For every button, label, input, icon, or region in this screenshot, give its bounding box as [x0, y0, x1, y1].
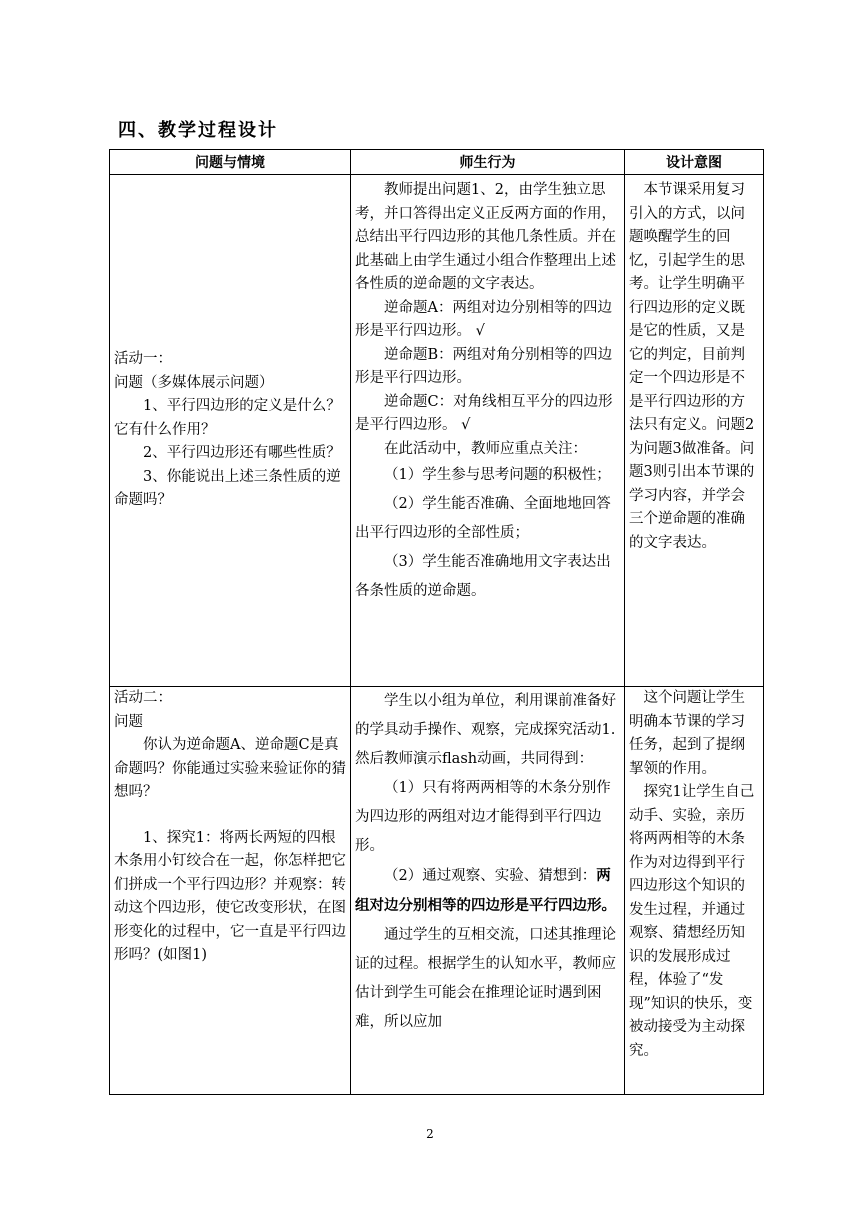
focus-item-3: （3）学生能否准确地用文字表达出各条性质的逆命题。	[355, 554, 611, 599]
activity2-intent-2: 探究1让学生自己动手、实验，亲历将两两相等的木条作为对边得到平行四边形这个知识的发生过程，并通过观察、猜想经历知识的发展形成过程，体验了“发现”知识的快乐，变被动接受为主动探究。	[629, 784, 755, 1059]
activity1-intent-text: 本节课采用复习引入的方式，以问题唤醒学生的回忆，引起学生的思考。让学生明确平行四边形的定义既是它的性质，又是它的判定，目前判定一个四边形是不是平行四边形的方法只有定义。问题2为问题3做准备。问题3则引出本节课的学习内容，并学会三个逆命题的准确的文字表达。	[629, 182, 755, 551]
converse-b: 逆命题B：两组对角分别相等的四边形是平行四边形。	[355, 346, 613, 386]
activity1-question-label: 问题（多媒体展示问题）	[114, 374, 274, 391]
activity2-finding-2	[355, 861, 620, 921]
finding-2-theorem: 两组对边分别相等的四边形是平行四边形。	[355, 867, 616, 914]
activity1-q3: 3、你能说出上述三条性质的逆命题吗？	[114, 468, 341, 509]
focus-item-2: （2）学生能否准确、全面地地回答出平行四边形的全部性质；	[355, 496, 611, 541]
activity1-behavior-intro: 教师提出问题1、2，由学生独立思考，并口答得出定义正反两方面的作用，总结出平行四边形的其他几条性质。并在此基础上由学生通过小组合作整理出上述各性质的逆命题的文字表达。	[355, 182, 616, 292]
page-number: 2	[426, 1127, 434, 1141]
activity2-label: 活动二：	[114, 690, 172, 706]
activity2-question-label: 问题	[114, 713, 143, 730]
activity2-behavior-cell	[351, 687, 625, 1095]
finding-2-lead: （2）通过观察、实验、猜想到：	[384, 868, 597, 884]
activity2-intent-cell	[625, 687, 764, 1095]
activity1-q1: 1、平行四边形的定义是什么？它有什么作用？	[114, 398, 341, 438]
activity2-finding-1: （1）只有将两两相等的木条分别作为四边形的两组对边才能得到平行四边形。	[355, 780, 611, 854]
activity2-question: 你认为逆命题A、逆命题C是真命题吗？你能通过实验来验证你的猜想吗？	[114, 737, 346, 800]
focus-item-1: （1）学生参与思考问题的积极性；	[384, 467, 611, 483]
header-situation: 问题与情境	[110, 150, 351, 175]
converse-c: 逆命题C：对角线相互平分的四边形是平行四边形。 √	[355, 393, 613, 433]
activity1-label: 活动一：	[114, 351, 172, 368]
section-title: 四、教学过程设计	[118, 120, 278, 141]
table-row-activity-2	[110, 687, 764, 1095]
table-header-row	[110, 150, 764, 175]
explore-1: 1、探究1：将两长两短的四根木条用小钉绞合在一起，你怎样把它们拼成一个平行四边形？并观察：转动这个四边形，使它改变形状，在图形变化的过程中，它一直是平行四边形吗？(如图1)	[114, 829, 346, 963]
activity2-behavior-intro: 学生以小组为单位，利用课前准备好的学具动手操作、观察，完成探究活动1.然后教师演示flash动画，共同得到：	[355, 693, 616, 767]
header-intent: 设计意图	[625, 150, 764, 175]
activity2-reasoning: 通过学生的互相交流，口述其推理论证的过程。根据学生的认知水平，教师应估计到学生可能会在推理论证时遇到困难，所以应加	[355, 927, 616, 1030]
activity2-situation-cell	[110, 687, 351, 1095]
activity2-intent-1: 这个问题让学生明确本节课的学习任务，起到了提纲挈领的作用。	[629, 690, 745, 777]
activity1-behavior-cell	[351, 175, 625, 687]
header-behavior: 师生行为	[351, 150, 625, 175]
teacher-focus: 在此活动中，教师应重点关注：	[384, 440, 587, 457]
activity1-q2: 2、平行四边形还有哪些性质？	[143, 445, 341, 462]
table-row-activity-1	[110, 175, 764, 687]
converse-a: 逆命题A：两组对边分别相等的四边形是平行四边形。 √	[355, 299, 612, 339]
activity1-situation-cell	[110, 175, 351, 687]
lesson-design-table	[109, 149, 764, 1095]
spacer	[114, 805, 346, 827]
activity1-intent-cell	[625, 175, 764, 687]
